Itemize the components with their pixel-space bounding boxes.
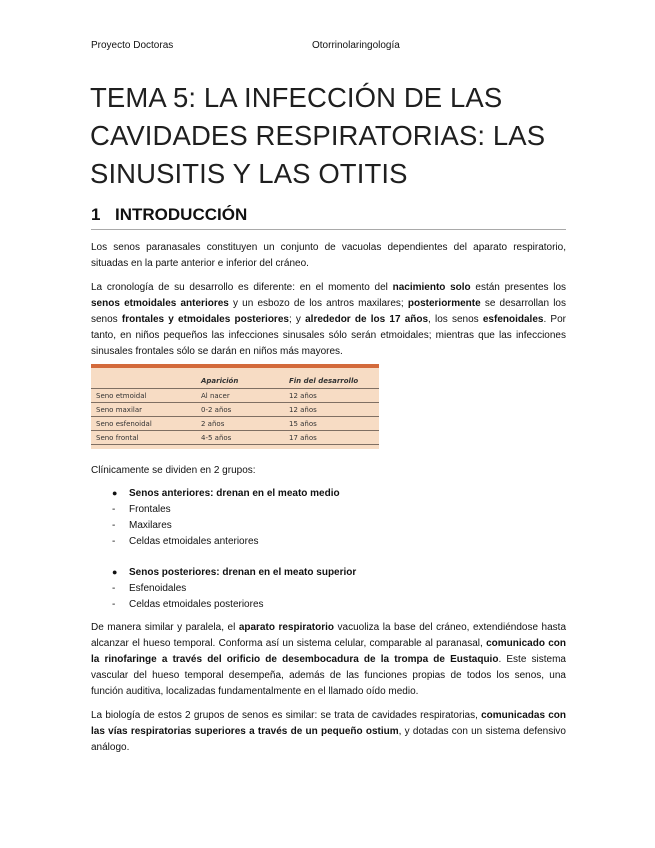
bold-span: esfenoidales xyxy=(482,314,544,325)
header-subject: Otorrinolaringología xyxy=(312,40,400,51)
table-row xyxy=(91,403,379,417)
paragraph-temporal xyxy=(91,620,566,700)
text-span: vacuoliza la base del cráneo, extendiéndose hasta alcanzar el hueso temporal. Conforma así un sistema celular, comparable al paranasal, xyxy=(91,622,567,649)
group-anterior-title: Senos anteriores: drenan en el meato medio xyxy=(129,488,340,499)
dash-marker: - xyxy=(112,520,116,531)
page-title xyxy=(90,79,570,193)
text-span: , y dotadas con un sistema defensivo análogo. xyxy=(91,726,566,753)
dash-marker: - xyxy=(112,583,116,594)
bold-span: posteriormente xyxy=(407,298,481,309)
dash-marker: - xyxy=(112,504,116,515)
list-item-label: Esfenoidales xyxy=(129,583,187,594)
list-item xyxy=(112,504,171,515)
table-cell: 0-2 años xyxy=(201,403,289,417)
groups-intro: Clínicamente se dividen en 2 grupos: xyxy=(91,465,256,476)
group-posterior-heading xyxy=(112,567,356,578)
paragraph-intro xyxy=(91,240,566,272)
table-header-row xyxy=(91,374,379,389)
group-posterior-title: Senos posteriores: drenan en el meato superior xyxy=(129,567,357,578)
table-cell: 15 años xyxy=(289,417,379,431)
bold-span: nacimiento solo xyxy=(392,282,471,293)
text-span: están presentes los xyxy=(470,282,567,293)
title-line-2: CAVIDADES RESPIRATORIAS: LAS xyxy=(90,120,546,151)
table-cell: 17 años xyxy=(289,431,379,445)
text-span: La biología de estos 2 grupos de senos es similar: se trata de cavidades respiratorias, xyxy=(91,710,482,721)
paragraph-intro-line-2: situadas en la parte anterior e inferior del cráneo. xyxy=(91,258,309,269)
table-cell: 12 años xyxy=(289,403,379,417)
title-line-1: TEMA 5: LA INFECCIÓN DE LAS xyxy=(90,82,503,113)
list-item xyxy=(112,583,186,594)
section-number: 1 xyxy=(91,205,101,224)
list-item-label: Celdas etmoidales anteriores xyxy=(129,536,259,547)
text-span: , los senos xyxy=(428,314,483,325)
text-span: se desarrollan los senos xyxy=(91,298,566,325)
table-row xyxy=(91,417,379,431)
section-heading xyxy=(91,205,566,230)
bold-span: frontales y etmoidales posteriores xyxy=(121,314,289,325)
table-cell: Seno esfenoidal xyxy=(91,417,201,431)
table-cell: Seno maxilar xyxy=(91,403,201,417)
list-item-label: Celdas etmoidales posteriores xyxy=(129,599,264,610)
table-header-cell xyxy=(91,374,201,389)
paragraph-chronology xyxy=(91,280,566,360)
sinus-table xyxy=(91,374,379,445)
dash-marker: - xyxy=(112,599,116,610)
title-line-3: SINUSITIS Y LAS OTITIS xyxy=(90,158,408,189)
table-row xyxy=(91,389,379,403)
bold-span: aparato respiratorio xyxy=(238,622,335,633)
group-anterior-heading xyxy=(112,488,340,499)
list-item-label: Maxilares xyxy=(129,520,172,531)
text-span: y un esbozo de los antros maxilares; xyxy=(228,298,408,309)
paragraph-biology xyxy=(91,708,566,756)
table-cell: Al nacer xyxy=(201,389,289,403)
table-cell: 12 años xyxy=(289,389,379,403)
bold-span: alrededor de los 17 años xyxy=(305,314,429,325)
sinus-development-table xyxy=(91,364,379,449)
bold-span: comunicadas con las vías respiratorias superiores a través de un pequeño ostium xyxy=(91,710,566,737)
table-cell: Seno frontal xyxy=(91,431,201,445)
table-row xyxy=(91,431,379,445)
table-cell: 2 años xyxy=(201,417,289,431)
list-item xyxy=(112,536,259,547)
table-header-cell: Aparición xyxy=(201,374,289,389)
section-title: INTRODUCCIÓN xyxy=(115,205,248,224)
list-item xyxy=(112,520,172,531)
text-span: La cronología de su desarrollo es diferente: en el momento del xyxy=(91,282,393,293)
bold-span: comunicado con la rinofaringe a través del orificio de desembocadura de la trompa de Eustaquio xyxy=(91,638,567,665)
paragraph-intro-line-1: Los senos paranasales constituyen un conjunto de vacuolas dependientes del aparato respiratorio, xyxy=(91,242,566,253)
header-project: Proyecto Doctoras xyxy=(91,40,174,51)
dash-marker: - xyxy=(112,536,116,547)
table-cell: 4-5 años xyxy=(201,431,289,445)
bullet-icon: ● xyxy=(112,567,118,577)
table-cell: Seno etmoidal xyxy=(91,389,201,403)
bullet-icon: ● xyxy=(112,488,118,498)
list-item xyxy=(112,599,264,610)
text-span: . Este sistema vascular del hueso temporal desempeña, además de las funciones propias de todos los senos, una función auditiva, localizadas fundamentalmente en el llamado oído medio. xyxy=(91,654,566,697)
text-span: ; y xyxy=(288,314,306,325)
table-top-bar xyxy=(91,364,379,368)
list-item-label: Frontales xyxy=(129,504,171,515)
text-span: . Por tanto, en niños pequeños las infecciones sinusales sólo serán etmoidales; mientras que las infecciones sinusales frontales sólo se darán en niños más mayores. xyxy=(91,314,566,357)
text-span: De manera similar y paralela, el xyxy=(91,622,239,633)
table-header-cell: Fin del desarrollo xyxy=(289,374,379,389)
bold-span: senos etmoidales anteriores xyxy=(91,298,229,309)
